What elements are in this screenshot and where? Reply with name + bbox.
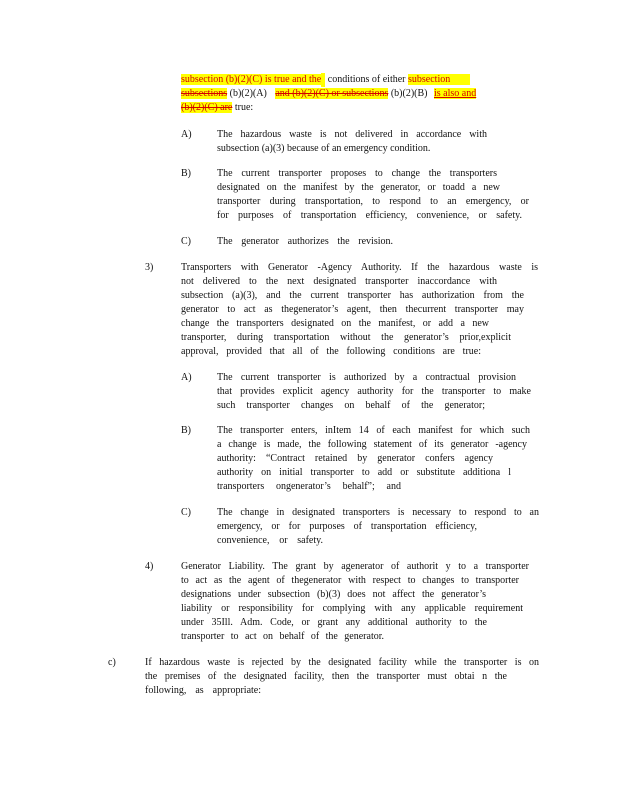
body-text: conditions of either — [327, 74, 406, 85]
paragraph-line: following, as appropriate: — [145, 685, 261, 696]
list-label: c) — [108, 657, 116, 668]
list-label: B) — [181, 425, 191, 436]
paragraph-line: If hazardous waste is rejected by the designated facility while the transporter is on — [145, 657, 539, 668]
paragraph-line: not delivered to the next designated transporter inaccordance with — [181, 276, 497, 287]
list-label: 4) — [145, 561, 154, 572]
list-item-line: The current transporter is authorized by a contractual provision — [217, 372, 516, 383]
inserted-text: subsection (b)(2)(C) is true and the — [181, 74, 322, 85]
intro-line-3 — [181, 101, 253, 115]
paragraph-line: transporter, during transportation without the generator’s prior,explicit — [181, 332, 511, 343]
body-text: (b)(2)(B) — [390, 88, 428, 99]
list-label: B) — [181, 168, 191, 179]
list-item-line: The transporter enters, inItem 14 of each manifest for which such — [217, 425, 530, 436]
list-item-line: transporter during transportation, to respond to an emergency, or — [217, 196, 529, 207]
list-item-line: for purposes of transportation efficiency, convenience, or safety. — [217, 210, 522, 221]
paragraph-line: Generator Liability. The grant by agenerator of authorit y to a transporter — [181, 561, 529, 572]
body-text: true: — [234, 102, 254, 113]
inserted-text: subsection — [408, 74, 470, 85]
paragraph-line: designations under subsection (b)(3) does not affect the generator’s — [181, 589, 486, 600]
list-item-line: that provides explicit agency authority for the transporter to make — [217, 386, 531, 397]
deleted-text: subsections — [181, 88, 228, 99]
intro-line-1 — [181, 73, 470, 87]
paragraph-line: the premises of the designated facility, then the transporter must obtai n the — [145, 671, 507, 682]
paragraph-line: transporter to act on behalf of the generator. — [181, 631, 384, 642]
list-item-line: transporters ongenerator’s behalf”; and — [217, 481, 401, 492]
list-item-line: such transporter changes on behalf of the generator; — [217, 400, 485, 411]
list-item-line: The generator authorizes the revision. — [217, 236, 393, 247]
paragraph-line: change the transporters designated on the manifest, or add a new — [181, 318, 489, 329]
inserted-text: is also and — [434, 88, 477, 99]
list-label: 3) — [145, 262, 154, 273]
list-item-line: subsection (a)(3) because of an emergency condition. — [217, 143, 431, 154]
list-item-line: a change is made, the following statement of its generator -agency — [217, 439, 527, 450]
intro-line-2 — [181, 87, 476, 101]
list-item-line: The hazardous waste is not delivered in accordance with — [217, 129, 487, 140]
paragraph-line: Transporters with Generator -Agency Authority. If the hazardous waste is — [181, 262, 538, 273]
paragraph-line: generator to act as thegenerator’s agent, then thecurrent transporter may — [181, 304, 524, 315]
paragraph-line: to act as the agent of thegenerator with respect to changes to transporter — [181, 575, 519, 586]
list-item-line: The change in designated transporters is necessary to respond to an — [217, 507, 539, 518]
deleted-text: (b)(2)(C) are — [181, 102, 233, 113]
list-item-line: emergency, or for purposes of transportation efficiency, — [217, 521, 477, 532]
body-text: (b)(2)(A) — [229, 88, 267, 99]
list-item-line: authority: “Contract retained by generator confers agency — [217, 453, 493, 464]
paragraph-line: subsection (a)(3), and the current transporter has authorization from the — [181, 290, 524, 301]
list-item-line: designated on the manifest by the generator, or toadd a new — [217, 182, 500, 193]
list-item-line: convenience, or safety. — [217, 535, 323, 546]
paragraph-line: under 35Ill. Adm. Code, or grant any additional authority to the — [181, 617, 487, 628]
list-label: C) — [181, 236, 191, 247]
list-label: A) — [181, 129, 192, 140]
list-label: A) — [181, 372, 192, 383]
list-label: C) — [181, 507, 191, 518]
paragraph-line: liability or responsibility for complying with any applicable requirement — [181, 603, 523, 614]
deleted-text: and (b)(2)(C) or subsections — [275, 88, 389, 99]
paragraph-line: approval, provided that all of the following conditions are true: — [181, 346, 481, 357]
list-item-line: The current transporter proposes to change the transporters — [217, 168, 497, 179]
list-item-line: authority on initial transporter to add or substitute additiona l — [217, 467, 511, 478]
